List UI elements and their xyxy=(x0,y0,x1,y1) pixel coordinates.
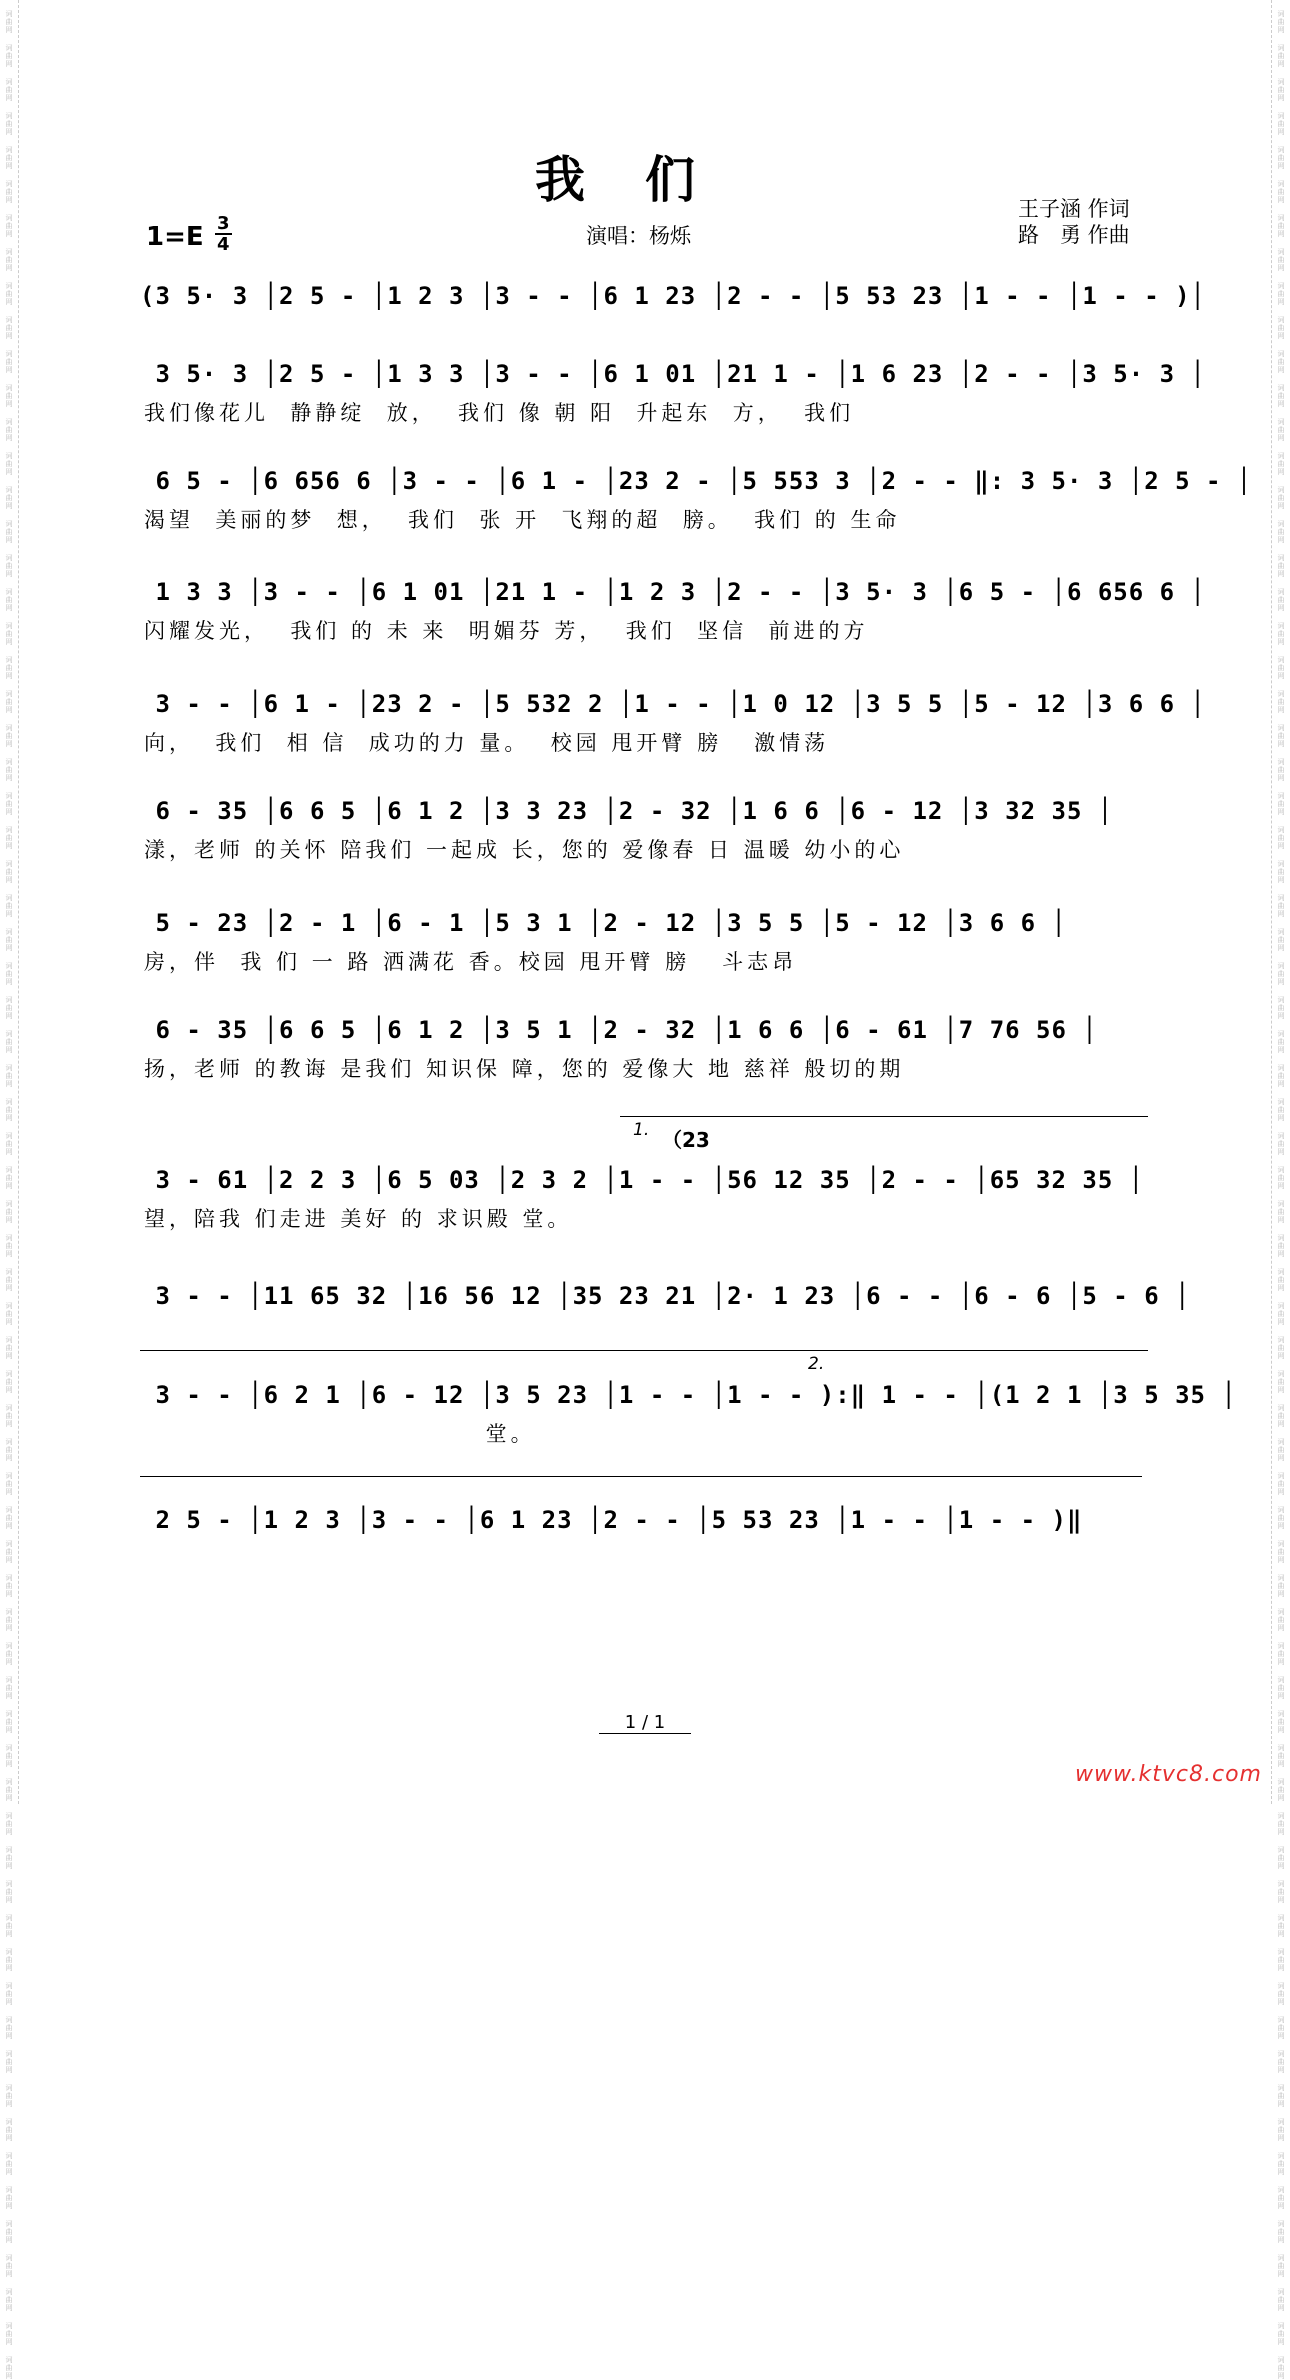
volta-2-label: 2. xyxy=(808,1354,825,1374)
margin-watermark-text: 词 曲 网 xyxy=(5,588,13,612)
margin-watermark-text: 词 曲 网 xyxy=(1277,1200,1285,1224)
margin-watermark-text: 词 曲 网 xyxy=(1277,1812,1285,1836)
margin-watermark-text: 词 曲 网 xyxy=(5,758,13,782)
right-margin-watermark xyxy=(1271,0,1290,2380)
margin-watermark-text: 词 曲 网 xyxy=(5,1948,13,1972)
margin-watermark-text: 词 曲 网 xyxy=(5,894,13,918)
margin-watermark-text: 词 曲 网 xyxy=(5,1540,13,1564)
margin-watermark-text: 词 曲 网 xyxy=(1277,996,1285,1020)
margin-watermark-text: 词 曲 网 xyxy=(5,690,13,714)
margin-watermark-text: 词 曲 网 xyxy=(1277,1404,1285,1428)
margin-watermark-text: 词 曲 网 xyxy=(5,826,13,850)
margin-watermark-text: 词 曲 网 xyxy=(5,622,13,646)
lyrics-line-2: 我们像花儿 静静绽 放， 我们 像 朝 阳 升起东 方， 我们 xyxy=(144,401,855,425)
margin-watermark-text: 词 曲 网 xyxy=(1277,316,1285,340)
margin-watermark-text: 词 曲 网 xyxy=(1277,1166,1285,1190)
margin-watermark-text: 词 曲 网 xyxy=(1277,1438,1285,1462)
time-signature xyxy=(215,214,232,254)
margin-watermark-text: 词 曲 网 xyxy=(1277,1506,1285,1530)
page-number xyxy=(0,1712,1290,1734)
margin-watermark-text: 词 曲 网 xyxy=(5,1370,13,1394)
volta-1-bracket xyxy=(620,1116,1148,1117)
composer-credit: 路 勇 作曲 xyxy=(1018,223,1130,247)
margin-watermark-text: 词 曲 网 xyxy=(5,1710,13,1734)
margin-watermark-text: 词 曲 网 xyxy=(5,248,13,272)
margin-watermark-text: 词 曲 网 xyxy=(5,2186,13,2210)
notation-line-10: 3 - - │11 65 32 │16 56 12 │35 23 21 │2· 1 23 │6 - - │6 - 6 │5 - 6 │ xyxy=(140,1282,1191,1310)
margin-watermark-text: 词 曲 网 xyxy=(5,180,13,204)
margin-watermark-text: 词 曲 网 xyxy=(5,1200,13,1224)
left-margin-watermark xyxy=(0,0,19,2380)
margin-watermark-text: 词 曲 网 xyxy=(5,1982,13,2006)
margin-watermark-text: 词 曲 网 xyxy=(1277,2118,1285,2142)
margin-watermark-text: 词 曲 网 xyxy=(1277,418,1285,442)
margin-watermark-text: 词 曲 网 xyxy=(5,2288,13,2312)
margin-watermark-text: 词 曲 网 xyxy=(5,792,13,816)
margin-watermark-text: 词 曲 网 xyxy=(1277,1336,1285,1360)
margin-watermark-text: 词 曲 网 xyxy=(5,2356,13,2380)
margin-watermark-text: 词 曲 网 xyxy=(5,2084,13,2108)
margin-watermark-text: 词 曲 网 xyxy=(5,112,13,136)
margin-watermark-text: 词 曲 网 xyxy=(1277,1642,1285,1666)
margin-watermark-text: 词 曲 网 xyxy=(1277,554,1285,578)
margin-watermark-text: 词 曲 网 xyxy=(1277,214,1285,238)
margin-watermark-text: 词 曲 网 xyxy=(1277,1234,1285,1258)
lyrics-line-9: 望，陪我 们走进 美好 的 求识殿 堂。 xyxy=(144,1207,573,1231)
lyrics-line-6: 漾，老师 的关怀 陪我们 一起成 长，您的 爱像春 日 温暖 幼小的心 xyxy=(144,838,905,862)
margin-watermark-text: 词 曲 网 xyxy=(5,724,13,748)
margin-watermark-text: 词 曲 网 xyxy=(1277,1880,1285,1904)
margin-watermark-text: 词 曲 网 xyxy=(1277,1948,1285,1972)
margin-watermark-text: 词 曲 网 xyxy=(1277,2152,1285,2176)
notation-line-2: 3 5· 3 │2 5 - │1 3 3 │3 - - │6 1 01 │21 1 - │1 6 23 │2 - - │3 5· 3 │ xyxy=(140,360,1206,388)
margin-watermark-text: 词 曲 网 xyxy=(1277,826,1285,850)
notation-line-12: 2 5 - │1 2 3 │3 - - │6 1 23 │2 - - │5 53 23 │1 - - │1 - - )‖ xyxy=(140,1506,1083,1534)
margin-watermark-text: 词 曲 网 xyxy=(5,2322,13,2346)
margin-watermark-text: 词 曲 网 xyxy=(1277,146,1285,170)
margin-watermark-text: 词 曲 网 xyxy=(5,2220,13,2244)
margin-watermark-text: 词 曲 网 xyxy=(5,1914,13,1938)
margin-watermark-text: 词 曲 网 xyxy=(5,1642,13,1666)
margin-watermark-text: 词 曲 网 xyxy=(1277,1370,1285,1394)
margin-watermark-text: 词 曲 网 xyxy=(5,316,13,340)
margin-watermark-text: 词 曲 网 xyxy=(1277,248,1285,272)
margin-watermark-text: 词 曲 网 xyxy=(5,996,13,1020)
page-number-text: 1 / 1 xyxy=(599,1712,691,1734)
notation-line-9: 3 - 61 │2 2 3 │6 5 03 │2 3 2 │1 - - │56 12 35 │2 - - │65 32 35 │ xyxy=(140,1166,1145,1194)
margin-watermark-text: 词 曲 网 xyxy=(1277,894,1285,918)
time-signature-top: 3 xyxy=(217,213,230,234)
margin-watermark-text: 词 曲 网 xyxy=(1277,350,1285,374)
margin-watermark-text: 词 曲 网 xyxy=(1277,1608,1285,1632)
margin-watermark-text: 词 曲 网 xyxy=(5,1098,13,1122)
margin-watermark-text: 词 曲 网 xyxy=(5,1778,13,1802)
lyrics-line-4: 闪耀发光， 我们 的 未 来 明媚芬 芳， 我们 坚信 前进的方 xyxy=(144,619,869,643)
margin-watermark-text: 词 曲 网 xyxy=(1277,520,1285,544)
margin-watermark-text: 词 曲 网 xyxy=(1277,1472,1285,1496)
notation-line-8: 6 - 35 │6 6 5 │6 1 2 │3 5 1 │2 - 32 │1 6 6 │6 - 61 │7 76 56 │ xyxy=(140,1016,1098,1044)
notation-line-5: 3 - - │6 1 - │23 2 - │5 532 2 │1 - - │1 0 12 │3 5 5 │5 - 12 │3 6 6 │ xyxy=(140,690,1206,718)
margin-watermark-text: 词 曲 网 xyxy=(5,2016,13,2040)
margin-watermark-text: 词 曲 网 xyxy=(5,452,13,476)
margin-watermark-text: 词 曲 网 xyxy=(1277,180,1285,204)
margin-watermark-text: 词 曲 网 xyxy=(1277,1302,1285,1326)
margin-watermark-text: 词 曲 网 xyxy=(1277,2254,1285,2278)
margin-watermark-text: 词 曲 网 xyxy=(5,554,13,578)
margin-watermark-text: 词 曲 网 xyxy=(1277,690,1285,714)
notation-line-1: (3 5· 3 │2 5 - │1 2 3 │3 - - │6 1 23 │2 - - │5 53 23 │1 - - │1 - - )│ xyxy=(140,282,1206,310)
margin-watermark-text: 词 曲 网 xyxy=(5,1506,13,1530)
margin-watermark-text: 词 曲 网 xyxy=(1277,792,1285,816)
lyrics-line-8: 扬，老师 的教诲 是我们 知识保 障，您的 爱像大 地 慈祥 般切的期 xyxy=(144,1057,905,1081)
margin-watermark-text: 词 曲 网 xyxy=(1277,2050,1285,2074)
margin-watermark-text: 词 曲 网 xyxy=(1277,1778,1285,1802)
margin-watermark-text: 词 曲 网 xyxy=(5,1574,13,1598)
margin-watermark-text: 词 曲 网 xyxy=(5,1336,13,1360)
notation-line-7: 5 - 23 │2 - 1 │6 - 1 │5 3 1 │2 - 12 │3 5 5 │5 - 12 │3 6 6 │ xyxy=(140,909,1067,937)
notation-line-4: 1 3 3 │3 - - │6 1 01 │21 1 - │1 2 3 │2 - - │3 5· 3 │6 5 - │6 656 6 │ xyxy=(140,578,1206,606)
margin-watermark-text: 词 曲 网 xyxy=(5,1472,13,1496)
margin-watermark-text: 词 曲 网 xyxy=(1277,962,1285,986)
lyrics-line-5: 向， 我们 相 信 成功的力 量。 校园 甩开臂 膀 激情荡 xyxy=(144,731,830,755)
margin-watermark-text: 词 曲 网 xyxy=(1277,1676,1285,1700)
margin-watermark-text: 词 曲 网 xyxy=(5,282,13,306)
lyrics-line-7: 房，伴 我 们 一 路 洒满花 香。校园 甩开臂 膀 斗志昂 xyxy=(144,950,798,974)
margin-watermark-text: 词 曲 网 xyxy=(5,10,13,34)
lyrics-line-11: 堂。 xyxy=(144,1422,536,1446)
margin-watermark-text: 词 曲 网 xyxy=(1277,44,1285,68)
margin-watermark-text: 词 曲 网 xyxy=(1277,1914,1285,1938)
margin-watermark-text: 词 曲 网 xyxy=(5,656,13,680)
margin-watermark-text: 词 曲 网 xyxy=(1277,78,1285,102)
margin-watermark-text: 词 曲 网 xyxy=(1277,656,1285,680)
key-signature: 1=E xyxy=(146,222,204,252)
margin-watermark-text: 词 曲 网 xyxy=(1277,1268,1285,1292)
margin-watermark-text: 词 曲 网 xyxy=(1277,1846,1285,1870)
margin-watermark-text: 词 曲 网 xyxy=(5,962,13,986)
song-title: 我们 xyxy=(535,150,755,209)
lyrics-line-3: 渴望 美丽的梦 想， 我们 张 开 飞翔的超 膀。 我们 的 生命 xyxy=(144,508,901,532)
volta-2-bracket xyxy=(140,1350,1148,1351)
margin-watermark-text: 词 曲 网 xyxy=(1277,588,1285,612)
margin-watermark-text: 词 曲 网 xyxy=(1277,1540,1285,1564)
margin-watermark-text: 词 曲 网 xyxy=(1277,928,1285,952)
margin-watermark-text: 词 曲 网 xyxy=(1277,2186,1285,2210)
margin-watermark-text: 词 曲 网 xyxy=(5,1166,13,1190)
margin-watermark-text: 词 曲 网 xyxy=(1277,1132,1285,1156)
margin-watermark-text: 词 曲 网 xyxy=(5,384,13,408)
margin-watermark-text: 词 曲 网 xyxy=(1277,758,1285,782)
margin-watermark-text: 词 曲 网 xyxy=(5,1812,13,1836)
margin-watermark-text: 词 曲 网 xyxy=(1277,452,1285,476)
margin-watermark-text: 词 曲 网 xyxy=(5,1064,13,1088)
margin-watermark-text: 词 曲 网 xyxy=(1277,2322,1285,2346)
margin-watermark-text: 词 曲 网 xyxy=(1277,2084,1285,2108)
margin-watermark-text: 词 曲 网 xyxy=(5,928,13,952)
margin-watermark-text: 词 曲 网 xyxy=(5,1268,13,1292)
notation-line-11: 3 - - │6 2 1 │6 - 12 │3 5 23 │1 - - │1 - - ):‖ 1 - - │(1 2 1 │3 5 35 │ xyxy=(140,1381,1237,1409)
margin-watermark-text: 词 曲 网 xyxy=(1277,384,1285,408)
margin-watermark-text: 词 曲 网 xyxy=(5,2152,13,2176)
margin-watermark-text: 词 曲 网 xyxy=(1277,486,1285,510)
singer-credit: 演唱：杨烁 xyxy=(586,224,691,248)
margin-watermark-text: 词 曲 网 xyxy=(5,78,13,102)
margin-watermark-text: 词 曲 网 xyxy=(5,44,13,68)
margin-watermark-text: 词 曲 网 xyxy=(5,214,13,238)
margin-watermark-text: 词 曲 网 xyxy=(5,1608,13,1632)
margin-watermark-text: 词 曲 网 xyxy=(1277,1574,1285,1598)
margin-watermark-text: 词 曲 网 xyxy=(5,146,13,170)
margin-watermark-text: 词 曲 网 xyxy=(5,1744,13,1768)
notation-line-3: 6 5 - │6 656 6 │3 - - │6 1 - │23 2 - │5 553 3 │2 - - ‖: 3 5· 3 │2 5 - │ xyxy=(140,467,1253,495)
margin-watermark-text: 词 曲 网 xyxy=(1277,1064,1285,1088)
margin-watermark-text: 词 曲 网 xyxy=(5,1404,13,1428)
margin-watermark-text: 词 曲 网 xyxy=(1277,2220,1285,2244)
margin-watermark-text: 词 曲 网 xyxy=(5,1880,13,1904)
margin-watermark-text: 词 曲 网 xyxy=(5,350,13,374)
coda-bracket xyxy=(140,1476,1142,1477)
site-watermark: www.ktvc8.com xyxy=(1074,1762,1262,1787)
margin-watermark-text: 词 曲 网 xyxy=(1277,112,1285,136)
time-signature-bottom: 4 xyxy=(217,234,230,255)
margin-watermark-text: 词 曲 网 xyxy=(5,1132,13,1156)
margin-watermark-text: 词 曲 网 xyxy=(1277,622,1285,646)
margin-watermark-text: 词 曲 网 xyxy=(5,1234,13,1258)
margin-watermark-text: 词 曲 网 xyxy=(5,1302,13,1326)
margin-watermark-text: 词 曲 网 xyxy=(1277,860,1285,884)
margin-watermark-text: 词 曲 网 xyxy=(1277,2356,1285,2380)
margin-watermark-text: 词 曲 网 xyxy=(1277,724,1285,748)
volta-1-label: 1. xyxy=(633,1120,650,1140)
margin-watermark-text: 词 曲 网 xyxy=(5,1676,13,1700)
margin-watermark-text: 词 曲 网 xyxy=(5,418,13,442)
margin-watermark-text: 词 曲 网 xyxy=(1277,1030,1285,1054)
margin-watermark-text: 词 曲 网 xyxy=(5,2118,13,2142)
notation-line-6: 6 - 35 │6 6 5 │6 1 2 │3 3 23 │2 - 32 │1 6 6 │6 - 12 │3 32 35 │ xyxy=(140,797,1114,825)
margin-watermark-text: 词 曲 网 xyxy=(1277,1098,1285,1122)
margin-watermark-text: 词 曲 网 xyxy=(5,1846,13,1870)
margin-watermark-text: 词 曲 网 xyxy=(5,1438,13,1462)
margin-watermark-text: 词 曲 网 xyxy=(5,520,13,544)
margin-watermark-text: 词 曲 网 xyxy=(5,2254,13,2278)
margin-watermark-text: 词 曲 网 xyxy=(1277,2288,1285,2312)
margin-watermark-text: 词 曲 网 xyxy=(5,860,13,884)
lyricist-credit: 王子涵 作词 xyxy=(1018,197,1130,221)
margin-watermark-text: 词 曲 网 xyxy=(1277,1710,1285,1734)
margin-watermark-text: 词 曲 网 xyxy=(5,2050,13,2074)
margin-watermark-text: 词 曲 网 xyxy=(1277,1982,1285,2006)
volta-1-grace-notes: （23 xyxy=(662,1128,710,1152)
margin-watermark-text: 词 曲 网 xyxy=(1277,10,1285,34)
margin-watermark-text: 词 曲 网 xyxy=(1277,282,1285,306)
margin-watermark-text: 词 曲 网 xyxy=(5,1030,13,1054)
margin-watermark-text: 词 曲 网 xyxy=(5,486,13,510)
margin-watermark-text: 词 曲 网 xyxy=(1277,2016,1285,2040)
margin-watermark-text: 词 曲 网 xyxy=(1277,1744,1285,1768)
